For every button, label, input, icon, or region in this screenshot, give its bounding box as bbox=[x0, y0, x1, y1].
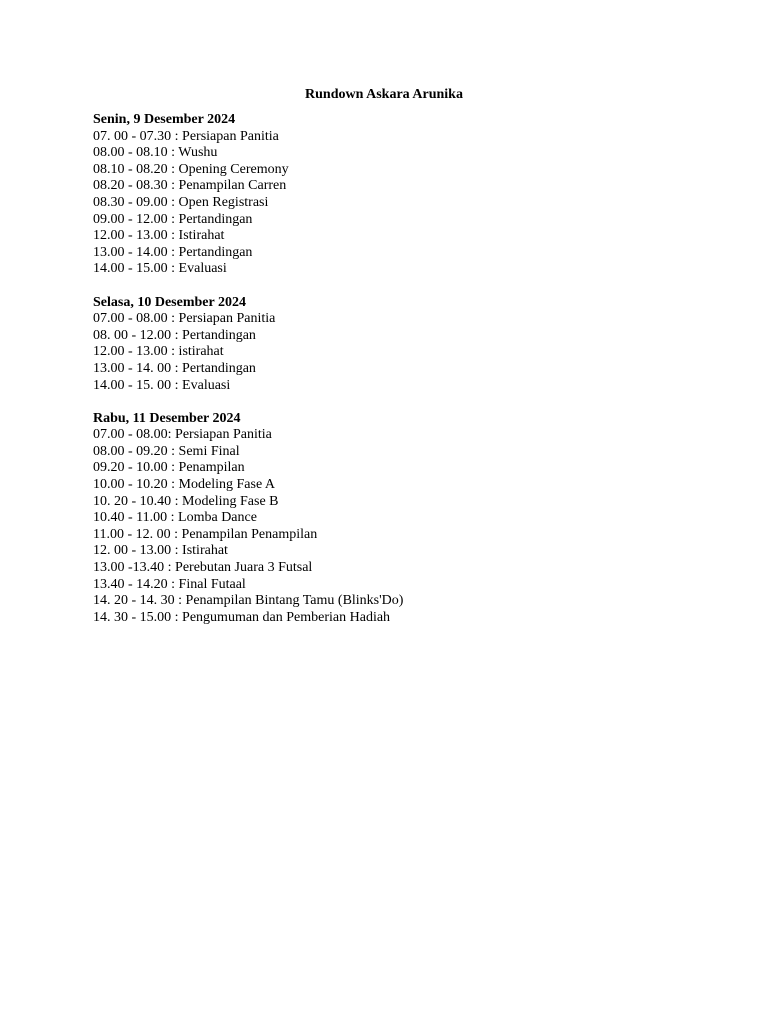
schedule-item: 14. 20 - 14. 30 : Penampilan Bintang Tamu (Blinks'Do) bbox=[93, 593, 404, 609]
schedule-item: 14. 30 - 15.00 : Pengumuman dan Pemberian Hadiah bbox=[93, 609, 391, 625]
schedule-item: 12.00 - 13.00 : istirahat bbox=[93, 344, 224, 360]
schedule-item: 14.00 - 15. 00 : Evaluasi bbox=[93, 377, 231, 393]
schedule-item: 10. 20 - 10.40 : Modeling Fase B bbox=[93, 493, 279, 509]
schedule-item: 08.10 - 08.20 : Opening Ceremony bbox=[93, 161, 289, 177]
day-section-senin bbox=[93, 112, 713, 278]
document-title: Rundown Askara Arunika bbox=[305, 87, 463, 102]
schedule-item: 13.40 - 14.20 : Final Futaal bbox=[93, 576, 246, 592]
schedule-item: 09.00 - 12.00 : Pertandingan bbox=[93, 211, 253, 227]
schedule-item: 08.20 - 08.30 : Penampilan Carren bbox=[93, 178, 287, 194]
schedule-item: 07.00 - 08.00: Persiapan Panitia bbox=[93, 427, 272, 443]
schedule-item: 10.00 - 10.20 : Modeling Fase A bbox=[93, 477, 275, 493]
schedule-item: 12. 00 - 13.00 : Istirahat bbox=[93, 543, 228, 559]
rundown-content bbox=[93, 112, 713, 626]
day-section-selasa bbox=[93, 295, 713, 395]
schedule-item: 08. 00 - 12.00 : Pertandingan bbox=[93, 327, 256, 343]
schedule-item: 12.00 - 13.00 : Istirahat bbox=[93, 228, 225, 244]
day-heading: Rabu, 11 Desember 2024 bbox=[93, 410, 241, 426]
schedule-item: 07.00 - 08.00 : Persiapan Panitia bbox=[93, 311, 276, 327]
schedule-item: 07. 00 - 07.30 : Persiapan Panitia bbox=[93, 128, 279, 144]
schedule-item: 13.00 -13.40 : Perebutan Juara 3 Futsal bbox=[93, 560, 313, 576]
schedule-item: 08.00 - 08.10 : Wushu bbox=[93, 145, 218, 161]
schedule-item: 08.30 - 09.00 : Open Registrasi bbox=[93, 194, 269, 210]
schedule-item: 09.20 - 10.00 : Penampilan bbox=[93, 460, 245, 476]
schedule-item: 08.00 - 09.20 : Semi Final bbox=[93, 443, 240, 459]
schedule-item: 11.00 - 12. 00 : Penampilan Penampilan bbox=[93, 526, 318, 542]
schedule-item: 10.40 - 11.00 : Lomba Dance bbox=[93, 510, 257, 526]
schedule-item: 14.00 - 15.00 : Evaluasi bbox=[93, 261, 227, 277]
day-section-rabu bbox=[93, 411, 713, 627]
schedule-item: 13.00 - 14. 00 : Pertandingan bbox=[93, 360, 256, 376]
schedule-item: 13.00 - 14.00 : Pertandingan bbox=[93, 244, 253, 260]
day-heading: Selasa, 10 Desember 2024 bbox=[93, 294, 246, 310]
day-heading: Senin, 9 Desember 2024 bbox=[93, 112, 236, 127]
